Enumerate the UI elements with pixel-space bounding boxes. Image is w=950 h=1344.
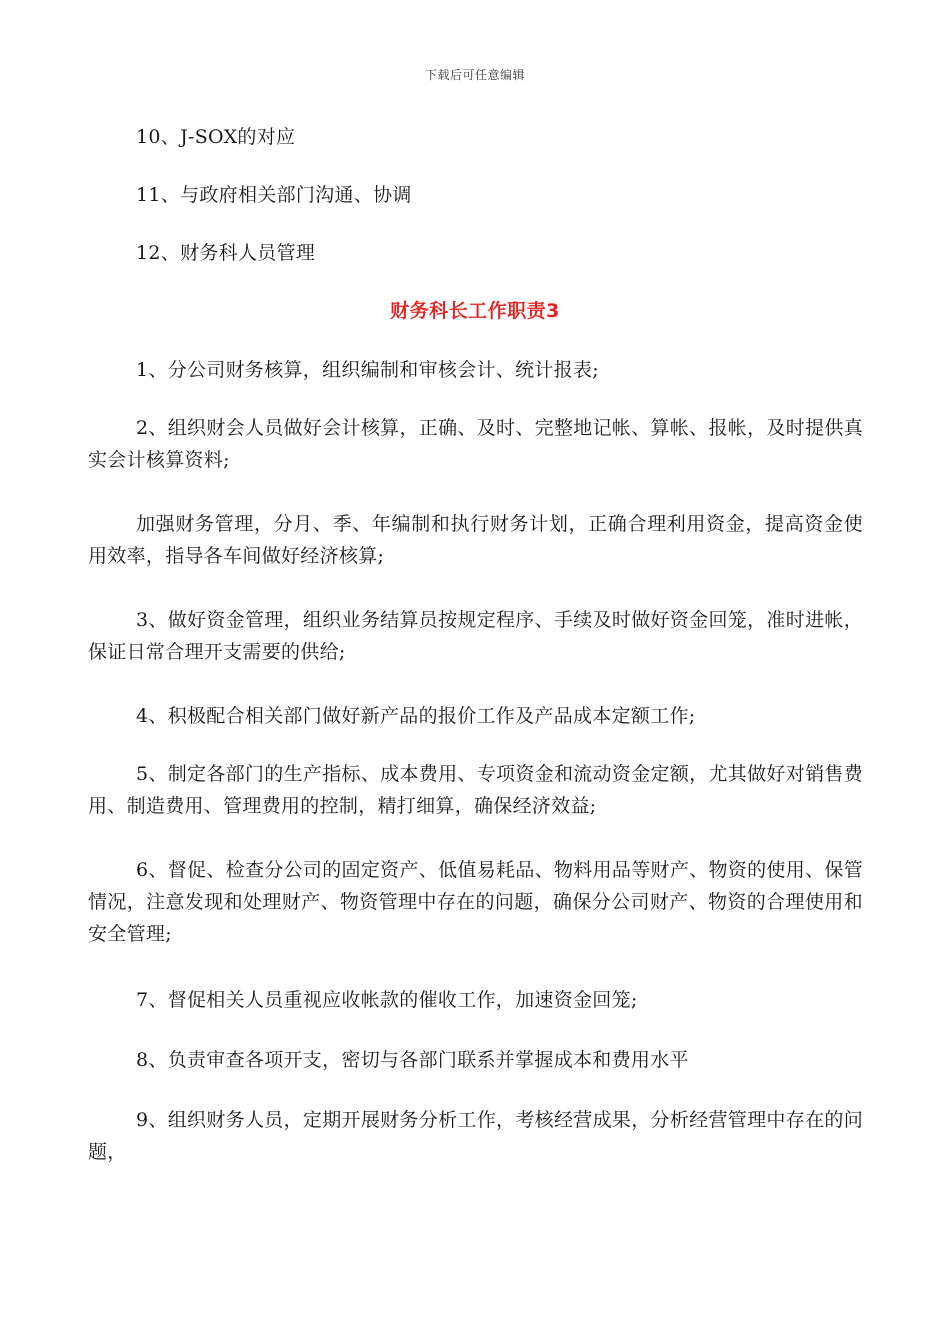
paragraph: 4、积极配合相关部门做好新产品的报价工作及产品成本定额工作; bbox=[136, 705, 696, 727]
paragraph: 3、做好资金管理，组织业务结算员按规定程序、手续及时做好资金回笼，准时进帐，保证日常合理开支需要的供给; bbox=[88, 609, 863, 663]
paragraph: 5、制定各部门的生产指标、成本费用、专项资金和流动资金定额，尤其做好对销售费用、制造费用、管理费用的控制，精打细算，确保经济效益; bbox=[88, 763, 863, 817]
paragraph: 6、督促、检查分公司的固定资产、低值易耗品、物料用品等财产、物资的使用、保管情况，注意发现和处理财产、物资管理中存在的问题，确保分公司财产、物资的合理使用和安全管理; bbox=[88, 859, 863, 945]
paragraph: 加强财务管理，分月、季、年编制和执行财务计划，正确合理利用资金，提高资金使用效率，指导各车间做好经济核算; bbox=[88, 513, 863, 567]
header-note: 下载后可任意编辑 bbox=[424, 68, 525, 82]
paragraph: 9、组织财务人员，定期开展财务分析工作，考核经营成果，分析经营管理中存在的问题， bbox=[88, 1109, 863, 1163]
list-item: 10、J-SOX的对应 bbox=[136, 126, 296, 148]
paragraph: 1、分公司财务核算，组织编制和审核会计、统计报表; bbox=[136, 359, 599, 381]
paragraph: 8、负责审查各项开支，密切与各部门联系并掌握成本和费用水平 bbox=[136, 1049, 689, 1071]
paragraph: 2、组织财会人员做好会计核算，正确、及时、完整地记帐、算帐、报帐，及时提供真实会计核算资料; bbox=[88, 417, 863, 471]
section-title: 财务科长工作职责3 bbox=[390, 300, 560, 322]
list-item: 11、与政府相关部门沟通、协调 bbox=[136, 184, 412, 206]
list-item: 12、财务科人员管理 bbox=[136, 242, 316, 264]
paragraph: 7、督促相关人员重视应收帐款的催收工作，加速资金回笼; bbox=[136, 989, 638, 1011]
